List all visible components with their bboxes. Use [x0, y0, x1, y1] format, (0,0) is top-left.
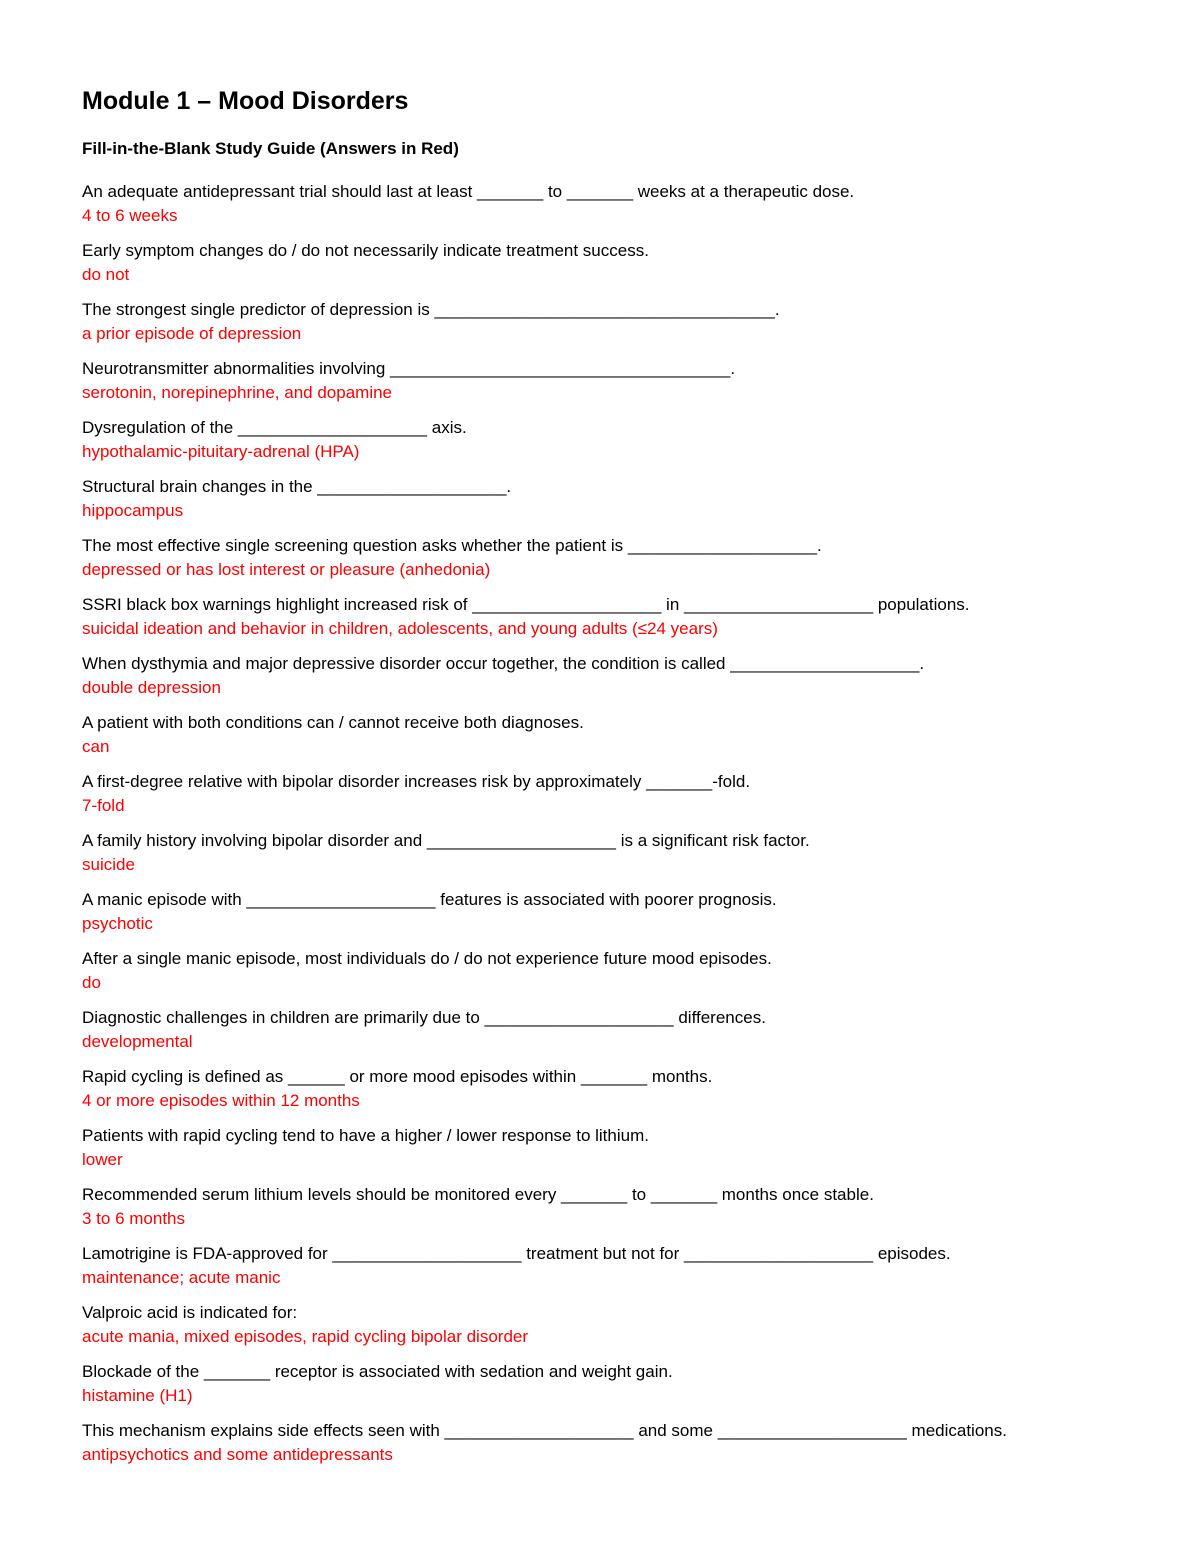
question-text: The most effective single screening question asks whether the patient is ____________________.	[82, 536, 822, 555]
answer-text: do	[82, 972, 101, 992]
question-text: A patient with both conditions can / cannot receive both diagnoses.	[82, 713, 584, 732]
answer-text: suicidal ideation and behavior in children, adolescents, and young adults (≤24 years)	[82, 618, 718, 638]
answer-text: can	[82, 736, 110, 756]
answer-text: double depression	[82, 677, 221, 697]
question-text: Diagnostic challenges in children are primarily due to ____________________ differences.	[82, 1008, 766, 1027]
qa-item	[82, 534, 1140, 581]
qa-item	[82, 1065, 1140, 1112]
answer-text: 4 to 6 weeks	[82, 205, 178, 225]
question-text: A manic episode with ____________________ features is associated with poorer prognosis.	[82, 890, 777, 909]
qa-item	[82, 593, 1140, 640]
question-text: Blockade of the _______ receptor is associated with sedation and weight gain.	[82, 1362, 673, 1381]
question-text: A first-degree relative with bipolar disorder increases risk by approximately _______-fold.	[82, 772, 751, 791]
question-text: Patients with rapid cycling tend to have a higher / lower response to lithium.	[82, 1126, 649, 1145]
answer-text: depressed or has lost interest or pleasure (anhedonia)	[82, 559, 491, 579]
qa-item	[82, 770, 1140, 817]
qa-item	[82, 1419, 1140, 1466]
qa-item	[82, 1242, 1140, 1289]
question-text: SSRI black box warnings highlight increased risk of ____________________ in ____________________ populations.	[82, 595, 970, 614]
question-text: When dysthymia and major depressive disorder occur together, the condition is called ____________________.	[82, 654, 925, 673]
question-text: Lamotrigine is FDA-approved for ____________________ treatment but not for ____________________ episodes.	[82, 1244, 951, 1263]
qa-item	[82, 180, 1140, 227]
qa-item	[82, 652, 1140, 699]
qa-item	[82, 829, 1140, 876]
qa-item	[82, 888, 1140, 935]
answer-text: acute mania, mixed episodes, rapid cycling bipolar disorder	[82, 1326, 529, 1346]
answer-text: 7-fold	[82, 795, 125, 815]
answer-text: hypothalamic-pituitary-adrenal (HPA)	[82, 441, 360, 461]
qa-item	[82, 1301, 1140, 1348]
qa-item	[82, 357, 1140, 404]
question-text: A family history involving bipolar disorder and ____________________ is a significant risk factor.	[82, 831, 810, 850]
question-text: Early symptom changes do / do not necessarily indicate treatment success.	[82, 241, 649, 260]
qa-item	[82, 711, 1140, 758]
answer-text: psychotic	[82, 913, 153, 933]
qa-item	[82, 1006, 1140, 1053]
qa-item	[82, 1360, 1140, 1407]
answer-text: a prior episode of depression	[82, 323, 302, 343]
qa-item	[82, 947, 1140, 994]
answer-text: serotonin, norepinephrine, and dopamine	[82, 382, 393, 402]
qa-item	[82, 475, 1140, 522]
question-text: This mechanism explains side effects seen with ____________________ and some ____________________ medications.	[82, 1421, 1007, 1440]
answer-text: suicide	[82, 854, 135, 874]
answer-text: antipsychotics and some antidepressants	[82, 1444, 393, 1464]
answer-text: hippocampus	[82, 500, 184, 520]
answer-text: developmental	[82, 1031, 193, 1051]
answer-text: maintenance; acute manic	[82, 1267, 281, 1287]
answer-text: 3 to 6 months	[82, 1208, 186, 1228]
question-text: Neurotransmitter abnormalities involving ____________________________________.	[82, 359, 736, 378]
question-text: An adequate antidepressant trial should last at least _______ to _______ weeks at a therapeutic dose.	[82, 182, 855, 201]
question-text: The strongest single predictor of depression is ____________________________________.	[82, 300, 780, 319]
question-text: Rapid cycling is defined as ______ or more mood episodes within _______ months.	[82, 1067, 713, 1086]
answer-text: do not	[82, 264, 130, 284]
qa-item	[82, 239, 1140, 286]
qa-item	[82, 1183, 1140, 1230]
question-text: Structural brain changes in the ____________________.	[82, 477, 512, 496]
question-text: Recommended serum lithium levels should be monitored every _______ to _______ months once stable.	[82, 1185, 874, 1204]
answer-text: histamine (H1)	[82, 1385, 193, 1405]
qa-item	[82, 298, 1140, 345]
page-title: Module 1 – Mood Disorders	[82, 87, 409, 115]
question-text: Valproic acid is indicated for:	[82, 1303, 298, 1322]
answer-text: 4 or more episodes within 12 months	[82, 1090, 360, 1110]
answer-text: lower	[82, 1149, 123, 1169]
page-subtitle: Fill-in-the-Blank Study Guide (Answers in Red)	[82, 139, 459, 158]
qa-item	[82, 416, 1140, 463]
qa-item	[82, 1124, 1140, 1171]
question-text: After a single manic episode, most individuals do / do not experience future mood episodes.	[82, 949, 772, 968]
question-text: Dysregulation of the ____________________ axis.	[82, 418, 467, 437]
